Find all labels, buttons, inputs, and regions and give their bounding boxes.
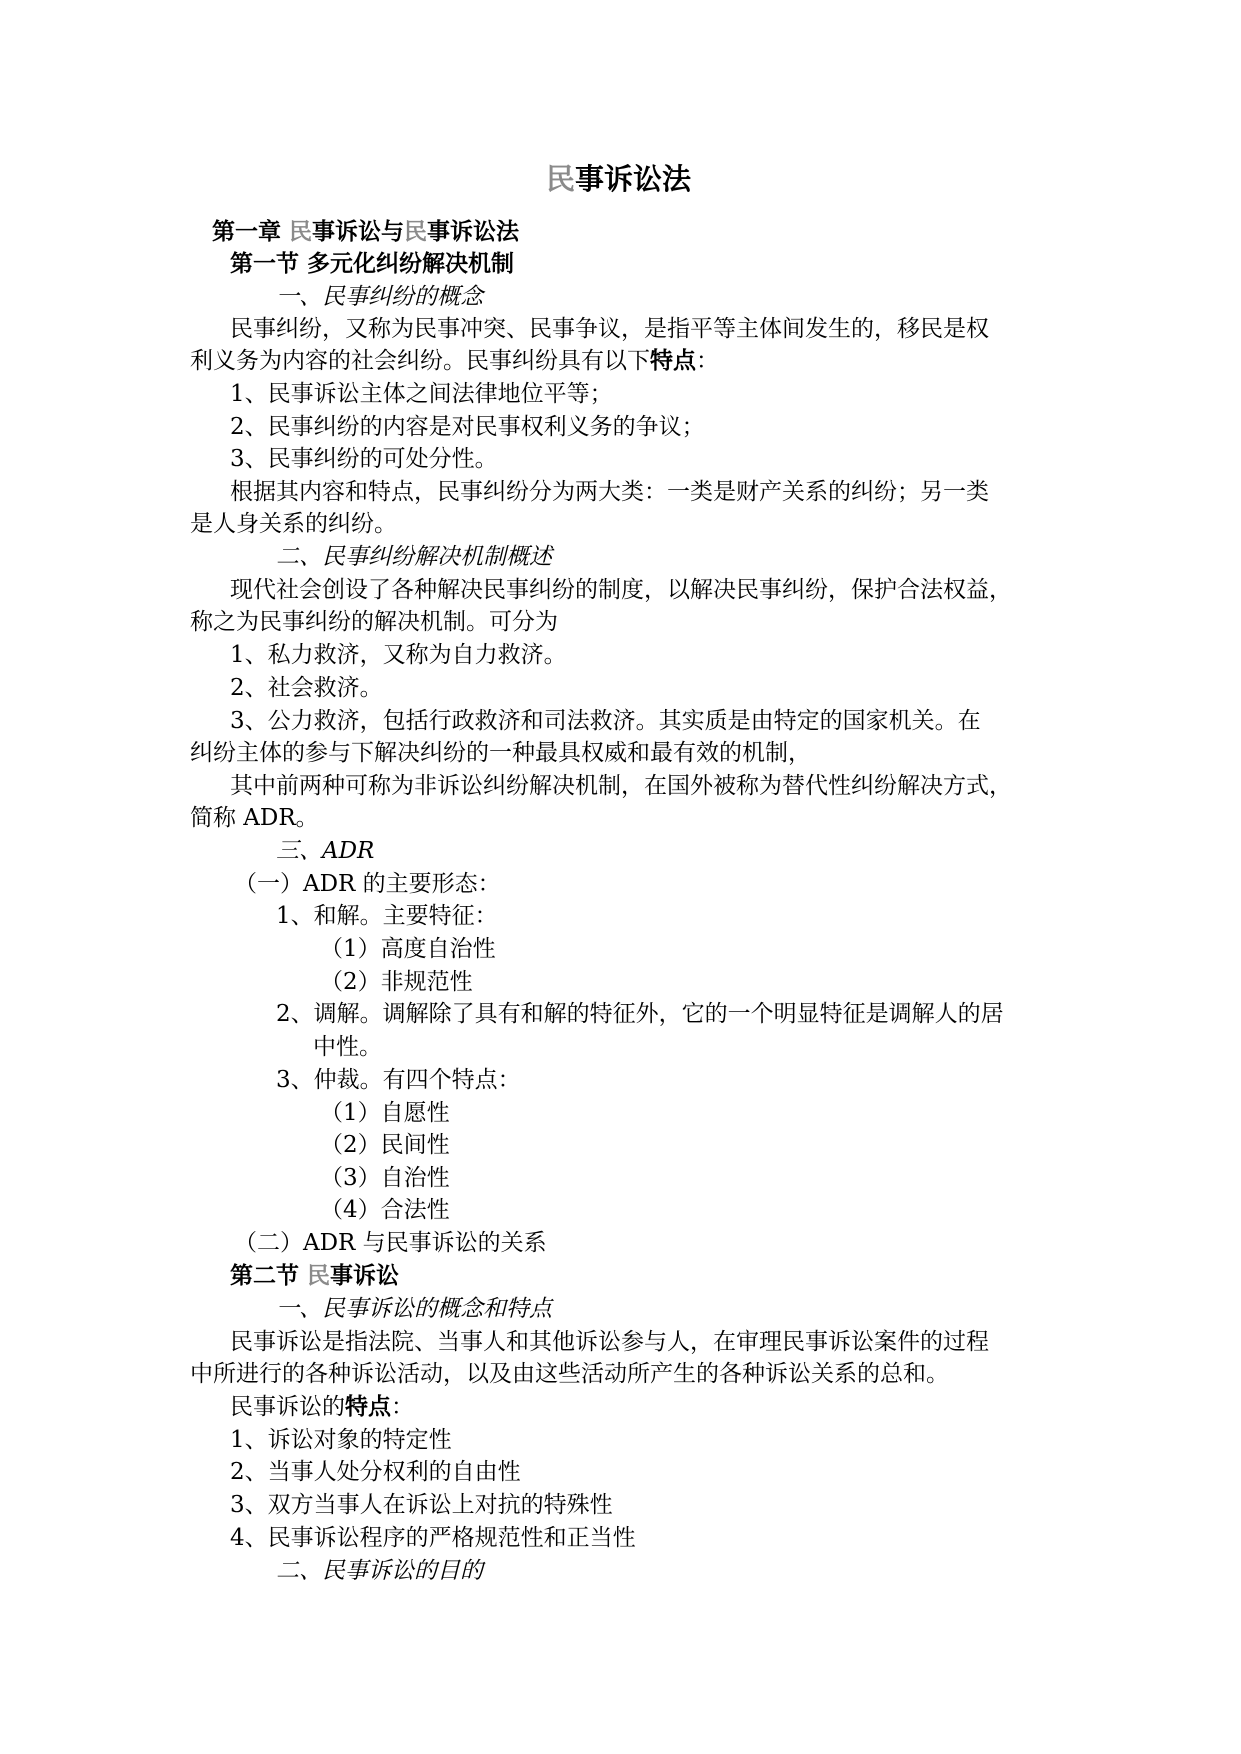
sub-list-item: （2）民间性 [320, 1132, 450, 1158]
paragraph-line [230, 1391, 414, 1423]
list-item: 2、调解。调解除了具有和解的特征外，它的一个明显特征是调解人的居 [276, 1001, 1004, 1027]
section-prefix: 第二节 [230, 1262, 308, 1289]
chapter-heading [212, 216, 519, 248]
title-highlight: 民 [546, 162, 576, 196]
subheading-5: 二、民事诉讼的目的 [276, 1558, 483, 1584]
section-2-heading [230, 1260, 399, 1292]
subheading-3: 三、ADR [276, 838, 375, 864]
paragraph-line: 其中前两种可称为非诉讼纠纷解决机制，在国外被称为替代性纠纷解决方式， [230, 773, 1012, 799]
list-item: 4、民事诉讼程序的严格规范性和正当性 [230, 1525, 636, 1551]
sub-list-item: （2）非规范性 [320, 969, 473, 995]
list-item: 1、私力救济，又称为自力救济。 [230, 642, 567, 668]
list-item: 3、民事纠纷的可处分性。 [230, 446, 498, 472]
sub-list-item: （4）合法性 [320, 1197, 450, 1223]
paragraph-line: 民事诉讼是指法院、当事人和其他诉讼参与人，在审理民事诉讼案件的过程 [230, 1329, 989, 1355]
paragraph-line: 民事纠纷，又称为民事冲突、民事争议，是指平等主体间发生的，移民是权 [230, 316, 989, 342]
sub-list-item: （3）自治性 [320, 1165, 450, 1191]
sub-list-item: （1）高度自治性 [320, 936, 496, 962]
chapter-prefix: 第一章 [212, 218, 290, 245]
paragraph-line: 中所进行的各种诉讼活动，以及由这些活动所产生的各种诉讼关系的总和。 [190, 1361, 949, 1387]
paragraph-line: 现代社会创设了各种解决民事纠纷的制度，以解决民事纠纷，保护合法权益， [230, 577, 1012, 603]
section-highlight: 民 [307, 1262, 331, 1289]
list-item: 1、诉讼对象的特定性 [230, 1427, 452, 1453]
document-title [546, 163, 691, 195]
list-item-continuation: 中性。 [313, 1034, 382, 1060]
text-run: 民事诉讼的 [230, 1394, 345, 1420]
paragraph-line: 根据其内容和特点，民事纠纷分为两大类：一类是财产关系的纠纷；另一类 [230, 479, 989, 505]
text-run: ： [391, 1394, 414, 1420]
subheading-1: 一、民事纠纷的概念 [276, 284, 483, 310]
paragraph-line: 是人身关系的纠纷。 [190, 511, 397, 537]
list-item: 1、和解。主要特征： [276, 903, 498, 929]
list-item: 3、双方当事人在诉讼上对抗的特殊性 [230, 1492, 613, 1518]
sub-list-item: （1）自愿性 [320, 1100, 450, 1126]
list-heading: （一）ADR 的主要形态： [234, 871, 501, 897]
chapter-rest: 事诉讼法 [427, 218, 520, 245]
keyword: 特点 [345, 1393, 391, 1420]
chapter-mid: 事诉讼与 [312, 218, 405, 245]
list-item: 2、社会救济。 [230, 675, 383, 701]
keyword: 特点 [650, 347, 696, 374]
list-item: 1、民事诉讼主体之间法律地位平等； [230, 381, 613, 407]
chapter-highlight-1: 民 [289, 218, 313, 245]
list-item: 3、仲裁。有四个特点： [276, 1067, 521, 1093]
list-item: 2、当事人处分权利的自由性 [230, 1459, 521, 1485]
list-heading: （二）ADR 与民事诉讼的关系 [234, 1230, 547, 1256]
section-1-heading: 第一节 多元化纠纷解决机制 [230, 250, 515, 277]
subheading-4: 一、民事诉讼的概念和特点 [276, 1296, 552, 1322]
subheading-2: 二、民事纠纷解决机制概述 [276, 544, 552, 570]
paragraph-line: 简称 ADR。 [190, 805, 319, 831]
list-item: 2、民事纠纷的内容是对民事权利义务的争议； [230, 414, 705, 440]
chapter-highlight-2: 民 [404, 218, 428, 245]
section-rest: 事诉讼 [330, 1262, 400, 1289]
text-run: ： [696, 348, 719, 374]
list-item: 3、公力救济，包括行政救济和司法救济。其实质是由特定的国家机关。在 [230, 708, 981, 734]
title-text: 事诉讼法 [575, 162, 692, 196]
paragraph-line: 称之为民事纠纷的解决机制。可分为 [190, 609, 558, 635]
text-run: 利义务为内容的社会纠纷。民事纠纷具有以下 [190, 348, 650, 374]
paragraph-line: 纠纷主体的参与下解决纠纷的一种最具权威和最有效的机制， [190, 740, 811, 766]
paragraph-line [190, 345, 719, 377]
